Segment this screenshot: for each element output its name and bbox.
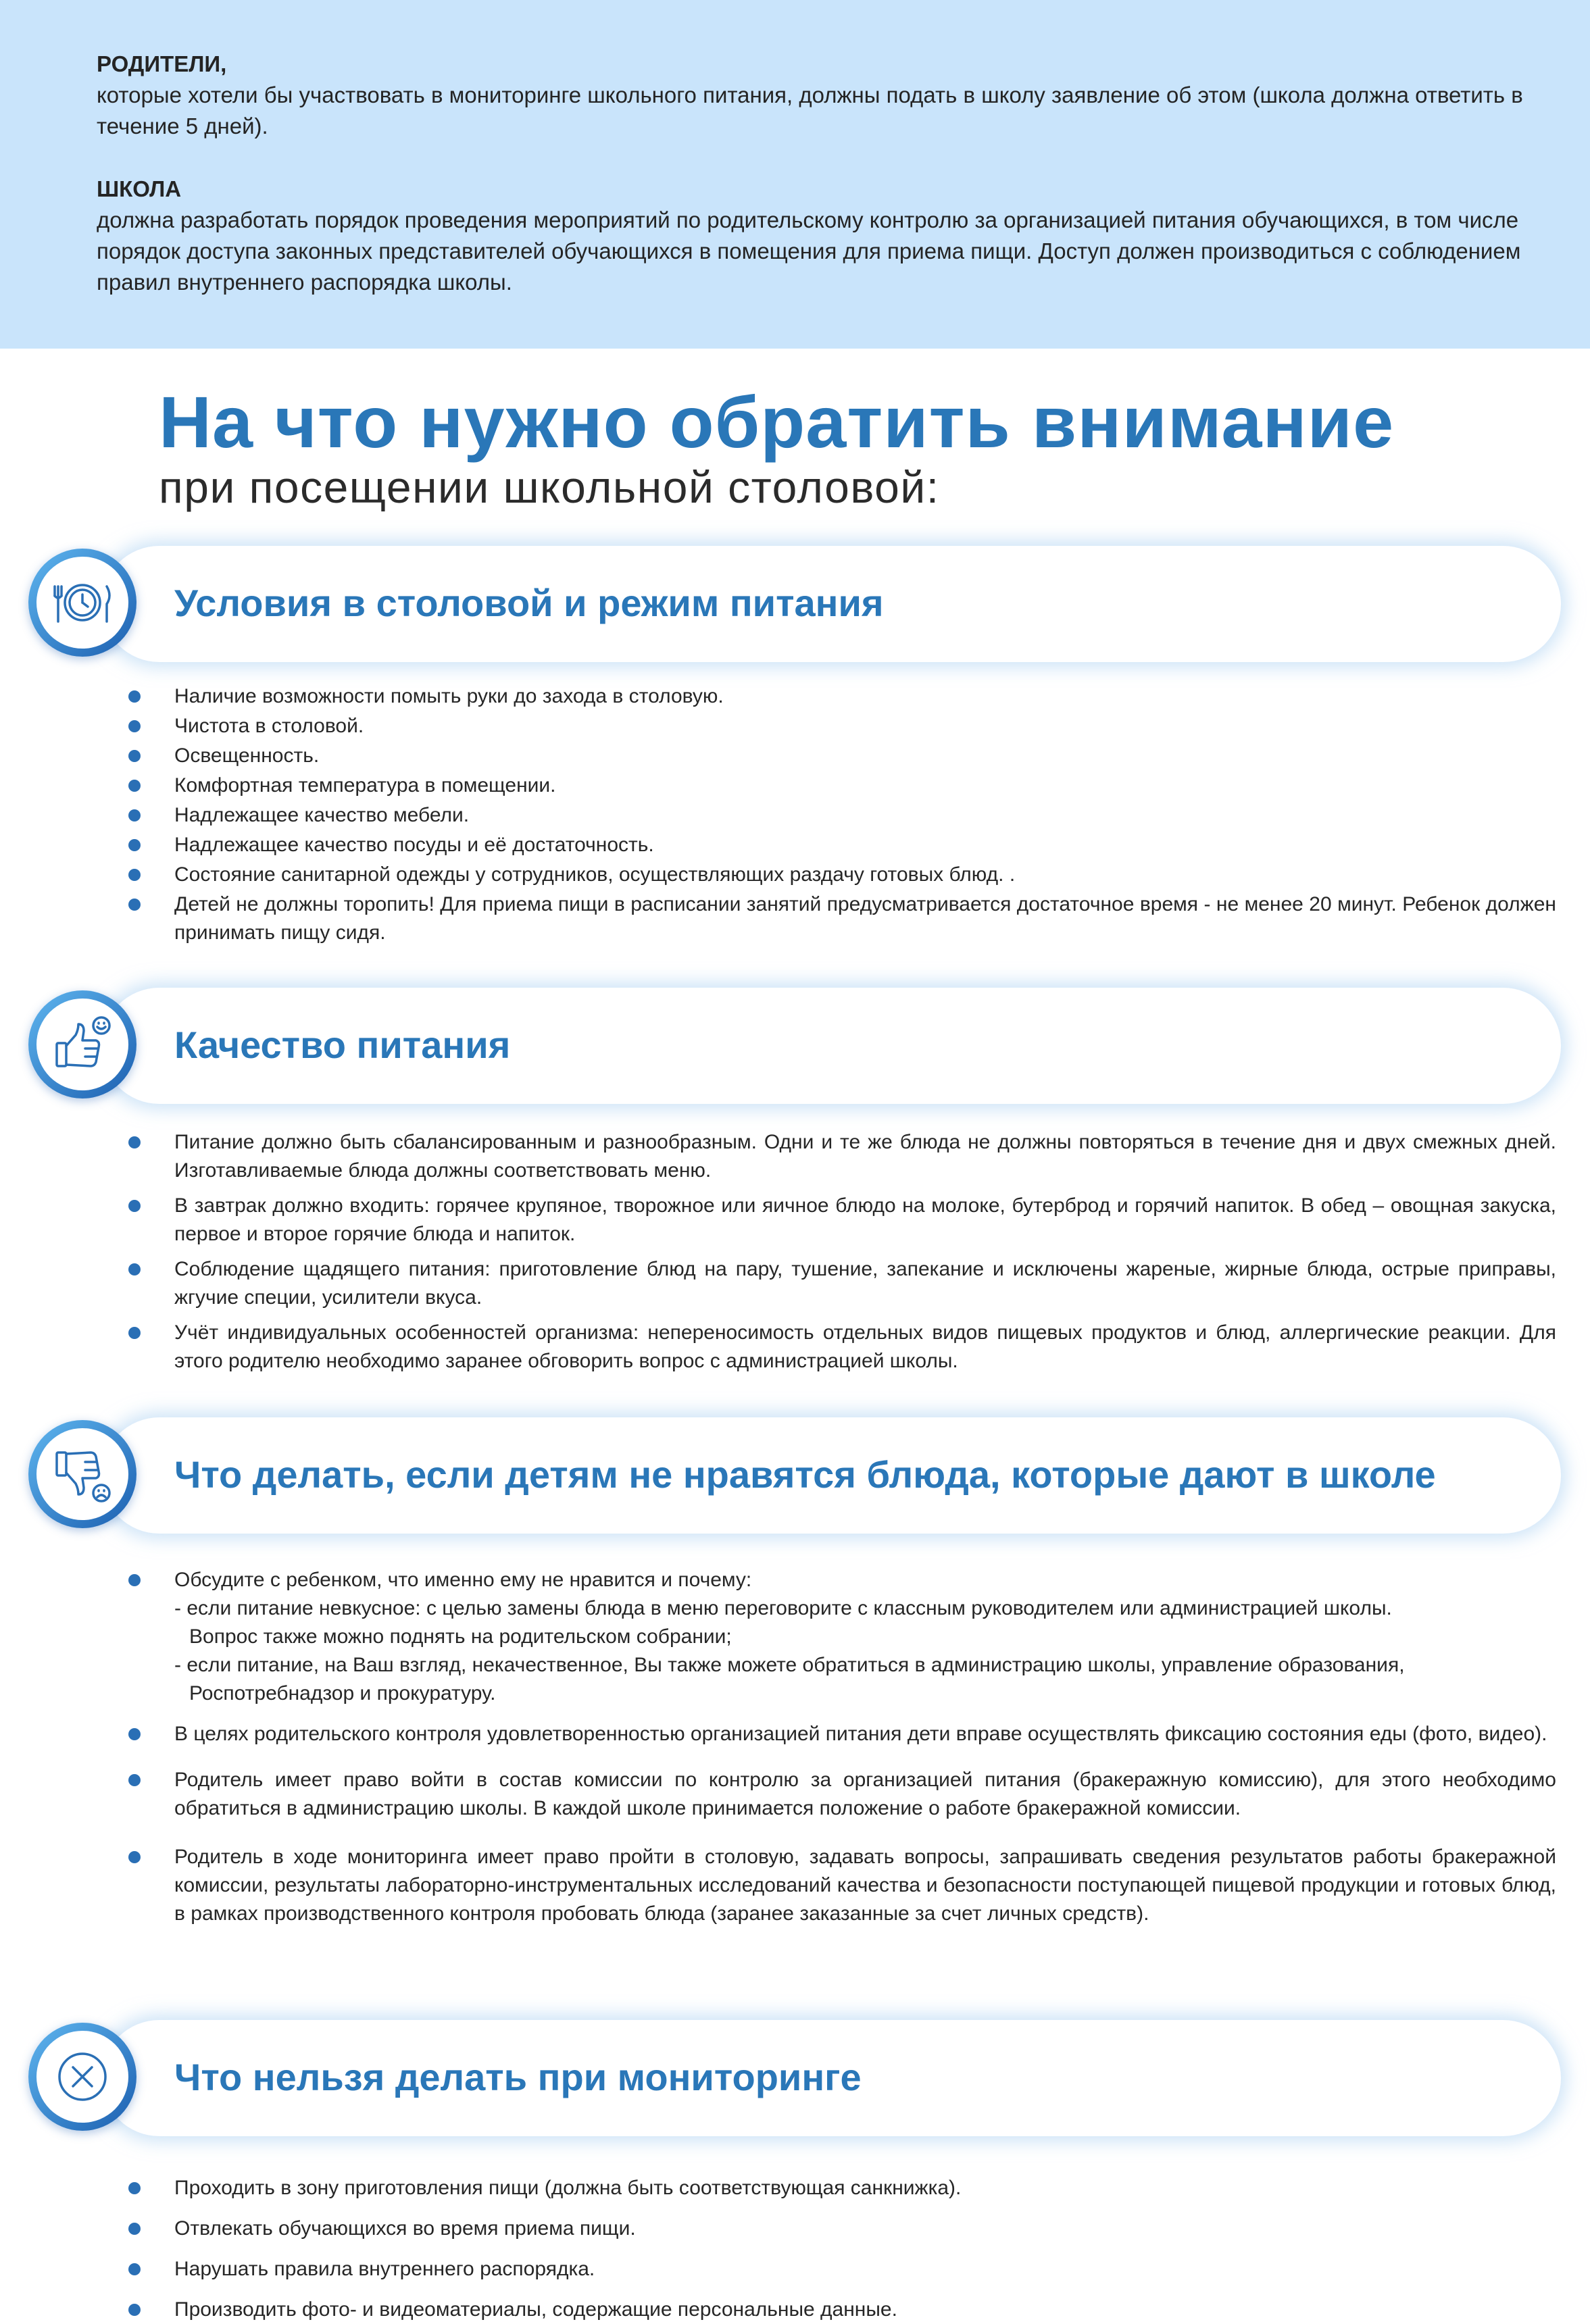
list-item: Надлежащее качество мебели. [174,801,1556,830]
list-item-line: Вопрос также можно поднять на родительском собрании; [189,1625,732,1648]
list-conditions [174,682,1556,947]
section-title-conditions: Условия в столовой и режим питания [174,582,884,624]
list-item-line: - если питание, на Ваш взгляд, некачественное, Вы также можете обратиться в администрацию школы, управление образования, [174,1654,1405,1676]
plate-clock-icon [28,549,136,657]
list-item-line: - если питание невкусное: с целью замены блюда в меню переговорите с классным руководителем или администрацией школы. [174,1597,1392,1619]
list-item: Отвлекать обучающихся во время приема пищи. [174,2215,1556,2243]
list-item: Проходить в зону приготовления пищи (должна быть соответствующая санкнижка). [174,2174,1556,2202]
list-item: В завтрак должно входить: горячее крупяное, творожное или яичное блюдо на молоке, бутерброд и горячий напиток. В обед – овощная закуска, первое и второе горячие блюда и напиток. [174,1192,1556,1248]
list-item: Надлежащее качество посуды и её достаточность. [174,831,1556,859]
list-item-line: Роспотребнадзор и прокуратуру. [189,1682,496,1704]
school-title: ШКОЛА [97,176,182,201]
thumbs-up-smile-icon [28,990,136,1098]
parents-text: которые хотели бы участвовать в мониторинге школьного питания, должны подать в школу заявление об этом (школа должна ответить в течение 5 дней). [97,82,1523,138]
list-quality [174,1128,1556,1375]
list-forbidden [174,2174,1556,2324]
list-item: Соблюдение щадящего питания: приготовление блюд на пару, тушение, запекание и исключены жареные, жирные блюда, острые приправы, жгучие специи, усилители вкуса. [174,1255,1556,1312]
list-item: Родитель имеет право войти в состав комиссии по контролю за организацией питания (бракеражную комиссию), для этого необходимо обратиться в администрацию школы. В каждой школе принимается положение о работе бракеражной комиссии. [174,1766,1556,1823]
list-item: Нарушать правила внутреннего распорядка. [174,2255,1556,2283]
list-item: Родитель в ходе мониторинга имеет право пройти в столовую, задавать вопросы, запрашивать сведения результатов работы бракеражной комиссии, результаты лабораторно-инструментальных исследований качества и безопасности поступающей пищевой продукции и готовых блюд, в рамках производственного контроля пробовать блюда (заранее заказанные за счет личных средств). [174,1843,1556,1928]
list-item: Детей не должны торопить! Для приема пищи в расписании занятий предусматривается достаточное время - не менее 20 минут. Ребенок должен принимать пищу сидя. [174,890,1556,947]
section-title-quality: Качество питания [174,1024,511,1066]
list-item [174,1566,1556,1708]
list-item: Состояние санитарной одежды у сотрудников, осуществляющих раздачу готовых блюд. . [174,861,1556,889]
list-item: Производить фото- и видеоматериалы, содержащие персональные данные. [174,2296,1556,2324]
page-title: На что нужно обратить внимание [159,381,1395,463]
school-text: должна разработать порядок проведения мероприятий по родительскому контролю за организацией питания обучающихся, в том числе порядок доступа законных представителей обучающихся в помещения для приема пищи. Доступ должен производиться с соблюдением правил внутреннего распорядка школы. [97,207,1521,295]
list-item: Чистота в столовой. [174,712,1556,740]
list-item: Освещенность. [174,742,1556,770]
list-item: Комфортная температура в помещении. [174,772,1556,800]
page-subtitle: при посещении школьной столовой: [159,462,940,512]
list-dislike [174,1566,1556,1928]
school-block [97,174,1529,298]
list-item: В целях родительского контроля удовлетворенностью организацией питания дети вправе осуществлять фиксацию состояния еды (фото, видео). [174,1720,1556,1748]
section-title-forbidden: Что нельзя делать при мониторинге [174,2056,862,2098]
list-item: Учёт индивидуальных особенностей организма: непереносимость отдельных видов пищевых продуктов и блюд, аллергические реакции. Для этого родителю необходимо заранее обговорить вопрос с администрацией школы. [174,1319,1556,1375]
list-item: Питание должно быть сбалансированным и разнообразным. Одни и те же блюда не должны повторяться в течение дня и двух смежных дней. Изготавливаемые блюда должны соответствовать меню. [174,1128,1556,1185]
list-item: Наличие возможности помыть руки до захода в столовую. [174,682,1556,711]
thumbs-down-sad-icon [28,1420,136,1528]
parents-title: РОДИТЕЛИ, [97,51,227,76]
cross-circle-icon [28,2023,136,2131]
section-title-dislike: Что делать, если детям не нравятся блюда, которые дают в школе [174,1453,1436,1496]
parents-block [97,49,1529,142]
list-item-line: Обсудите с ребенком, что именно ему не нравится и почему: [174,1569,752,1591]
